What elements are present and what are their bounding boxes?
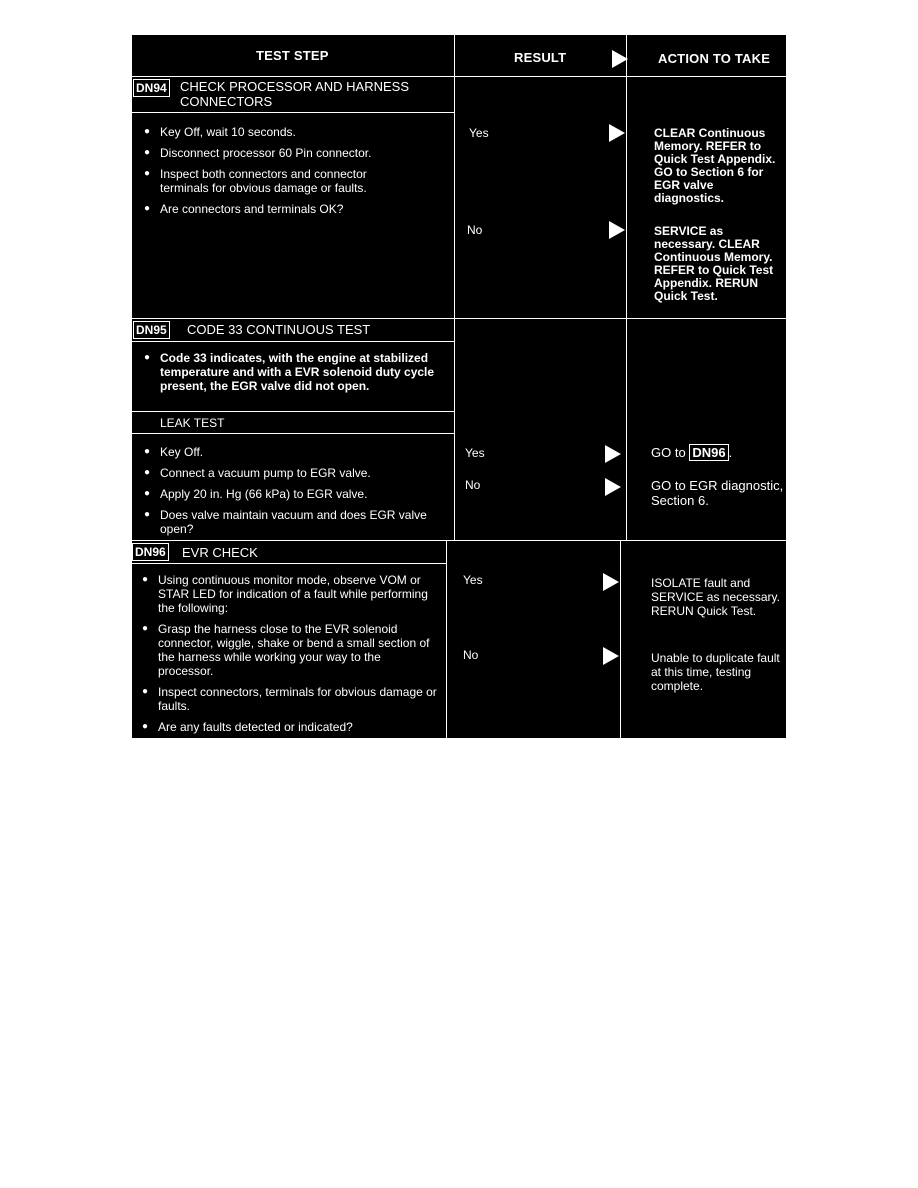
list-item: ● Does valve maintain vacuum and does EGR valve open? [144, 508, 434, 536]
action-no-dn96: Unable to duplicate fault at this time, testing complete. [651, 651, 780, 693]
column-divider-1a [454, 35, 455, 540]
step-divider-leak [132, 411, 454, 412]
action-yes-dn94: CLEAR Continuous Memory. REFER to Quick Test Appendix. GO to Section 6 for EGR valve diagnostics. [654, 126, 776, 205]
result-yes-dn96: Yes [463, 573, 483, 587]
result-arrow-icon [609, 124, 625, 142]
action-prefix: GO to [651, 445, 686, 460]
header-result: RESULT [514, 50, 567, 65]
list-item: ● Are connectors and terminals OK? [144, 202, 394, 216]
action-yes-dn95 [651, 444, 781, 462]
step-bullets-dn94 [144, 125, 394, 223]
section-divider [132, 318, 786, 319]
header-action: ACTION TO TAKE [658, 51, 771, 66]
result-yes-dn94: Yes [469, 126, 489, 140]
result-arrow-icon [603, 647, 619, 665]
note-item: ● Code 33 indicates, with the engine at stabilized temperature and with a EVR solenoid duty cycle present, the EGR valve did not open. [144, 351, 449, 393]
result-yes-dn95: Yes [465, 446, 485, 460]
action-suffix: . [728, 445, 733, 460]
result-arrow-icon [603, 573, 619, 591]
header-divider [132, 76, 786, 77]
action-no-dn95: GO to EGR diagnostic, Section 6. [651, 478, 784, 508]
result-no-dn96: No [463, 648, 479, 662]
result-no-dn95: No [465, 478, 481, 492]
step-code-dn94: DN94 [133, 79, 170, 97]
action-yes-dn96: ISOLATE fault and SERVICE as necessary. RERUN Quick Test. [651, 576, 780, 618]
list-item: ● Apply 20 in. Hg (66 kPa) to EGR valve. [144, 487, 434, 501]
result-no-dn94: No [467, 223, 483, 237]
result-arrow-icon [605, 445, 621, 463]
step-title-dn96: EVR CHECK [182, 545, 258, 560]
list-item: ● Key Off. [144, 445, 434, 459]
result-arrow-icon [609, 221, 625, 239]
list-item: ● Inspect both connectors and connector terminals for obvious damage or faults. [144, 167, 394, 195]
step-code-dn95: DN95 [133, 321, 170, 339]
step-code-dn96: DN96 [132, 543, 169, 561]
step-note-dn95 [144, 351, 449, 400]
step-divider-dn94 [132, 112, 454, 113]
action-no-dn94: SERVICE as necessary. CLEAR Continuous Memory. REFER to Quick Test Appendix. RERUN Quick Test. [654, 224, 774, 303]
step-title-dn95: CODE 33 CONTINUOUS TEST [187, 322, 371, 337]
step-reference-dn96[interactable]: DN96 [689, 444, 728, 461]
step-bullets-dn95 [144, 445, 434, 543]
step-divider-leak-bottom [132, 433, 454, 434]
column-divider-2a [626, 35, 627, 540]
diagnostic-table [132, 35, 786, 738]
result-arrow-icon [605, 478, 621, 496]
list-item: ● Key Off, wait 10 seconds. [144, 125, 394, 139]
list-item: ● Inspect connectors, terminals for obvious damage or faults. [142, 685, 437, 713]
step-divider-dn95 [132, 341, 454, 342]
column-divider-1b [446, 540, 447, 738]
step-divider-dn96 [132, 563, 446, 564]
list-item: ● Grasp the harness close to the EVR solenoid connector, wiggle, shake or bend a small section of the harness while working your way to the processor. [142, 622, 437, 678]
list-item: ● Connect a vacuum pump to EGR valve. [144, 466, 434, 480]
step-bullets-dn96 [142, 573, 437, 741]
step-title-dn94: CHECK PROCESSOR AND HARNESS CONNECTORS [180, 79, 409, 109]
list-item: ● Using continuous monitor mode, observe VOM or STAR LED for indication of a fault while performing the following: [142, 573, 437, 615]
column-divider-2b [620, 540, 621, 738]
list-item: ● Are any faults detected or indicated? [142, 720, 437, 734]
header-test-step: TEST STEP [256, 48, 329, 63]
step-subtitle-leak-test: LEAK TEST [160, 416, 225, 430]
section-divider [132, 540, 786, 541]
list-item: ● Disconnect processor 60 Pin connector. [144, 146, 394, 160]
